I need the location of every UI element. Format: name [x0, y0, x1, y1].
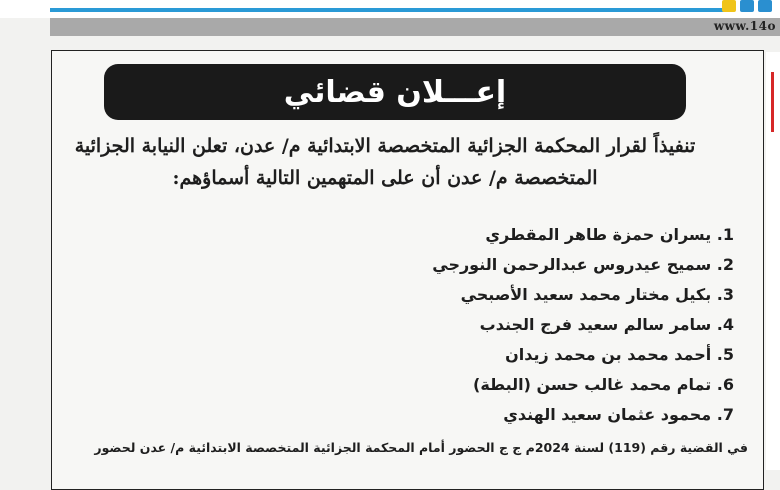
list-item: 6. تمام محمد غالب حسن (البطة)	[473, 375, 734, 394]
announcement-title: إعـــلان قضائي	[283, 74, 507, 110]
list-item: 2. سميح عيدروس عبدالرحمن النورجي	[432, 255, 734, 274]
accused-list	[134, 220, 734, 430]
list-item: 5. أحمد محمد بن محمد زيدان	[505, 345, 734, 364]
list-item: 3. بكيل مختار محمد سعيد الأصبحي	[460, 285, 734, 304]
url-bar	[50, 18, 780, 36]
list-item: 7. محمود عثمان سعيد الهندي	[503, 405, 734, 424]
case-details-text: في القضية رقم (119) لسنة 2024م ج ج الحضور أمام المحكمة الجزائية المتخصصة الابتدائية م/ عدن لحضور	[94, 440, 748, 455]
announcement-intro: تنفيذاً لقرار المحكمة الجزائية المتخصصة الابتدائية م/ عدن، تعلن النيابة الجزائية المتخصصة م/ عدن أن على المتهمين التالية أسماؤهم:	[74, 135, 696, 189]
adjacent-column-edge	[766, 52, 780, 470]
masthead-blue-strip	[50, 8, 730, 12]
red-divider	[771, 72, 774, 132]
list-item: 1. يسران حمزة طاهر المقطري	[485, 225, 734, 244]
newspaper-masthead	[0, 0, 780, 18]
announcement-title-banner	[104, 64, 686, 120]
newspaper-logo-icon	[700, 0, 780, 14]
website-url: www.14o	[713, 19, 776, 33]
list-item: 4. سامر سالم سعيد فرج الجندب	[479, 315, 734, 334]
